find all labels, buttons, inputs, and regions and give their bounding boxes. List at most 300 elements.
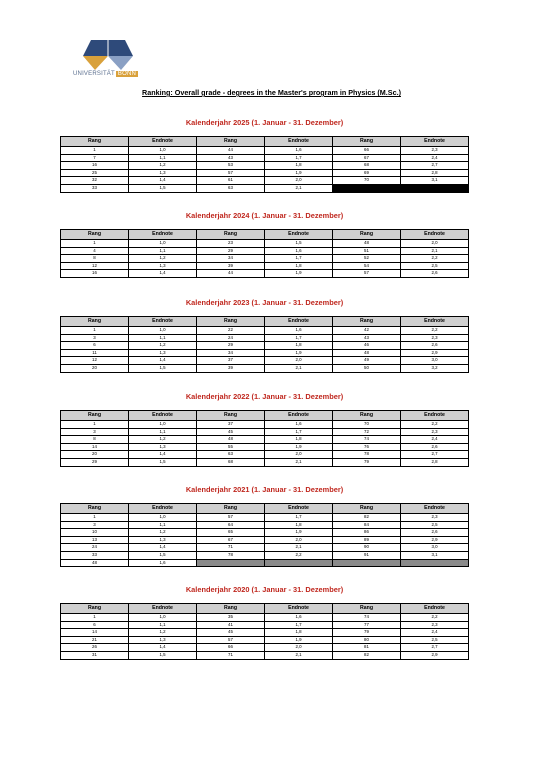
column-header: Endnote (129, 411, 197, 421)
table-cell: 2,0 (265, 177, 333, 185)
column-header: Endnote (129, 317, 197, 327)
table-cell: 82 (333, 651, 401, 659)
table-header-row (61, 137, 469, 147)
table-cell: 79 (333, 458, 401, 466)
table-cell: 89 (333, 536, 401, 544)
table-cell: 78 (333, 451, 401, 459)
year-title: Kalenderjahr 2024 (1. Januar - 31. Dezember) (185, 211, 344, 220)
table-cell: 2,4 (401, 436, 469, 444)
table-row (61, 262, 469, 270)
table-cell (401, 184, 469, 192)
table-cell: 1,6 (129, 559, 197, 567)
column-header: Endnote (401, 317, 469, 327)
table-cell: 1,1 (129, 334, 197, 342)
table-cell: 50 (333, 364, 401, 372)
table-cell: 24 (197, 334, 265, 342)
table-cell: 91 (333, 551, 401, 559)
table-cell: 3,2 (401, 364, 469, 372)
table-cell: 3,0 (401, 544, 469, 552)
table-cell: 1,6 (265, 327, 333, 335)
table-cell: 3,1 (401, 551, 469, 559)
table-header-row (61, 504, 469, 514)
table-cell: 12 (61, 357, 129, 365)
column-header: Endnote (129, 137, 197, 147)
table-row (61, 651, 469, 659)
table-cell: 8 (61, 436, 129, 444)
table-cell: 81 (333, 644, 401, 652)
table-cell: 1,5 (129, 551, 197, 559)
column-header: Endnote (401, 411, 469, 421)
table-cell: 2,5 (401, 521, 469, 529)
table-cell: 1,8 (265, 629, 333, 637)
table-cell: 1 (61, 614, 129, 622)
table-cell: 1,5 (129, 184, 197, 192)
column-header: Rang (61, 411, 129, 421)
table-cell: 74 (333, 614, 401, 622)
table-row (61, 428, 469, 436)
table-cell: 1,3 (129, 349, 197, 357)
table-cell: 67 (333, 154, 401, 162)
table-cell: 1,9 (265, 443, 333, 451)
table-cell: 1,3 (129, 262, 197, 270)
table-row (61, 162, 469, 170)
table-cell: 39 (197, 262, 265, 270)
table-cell: 78 (197, 551, 265, 559)
table-cell: 69 (333, 169, 401, 177)
table-cell: 48 (61, 559, 129, 567)
table-cell: 1,5 (265, 240, 333, 248)
table-cell: 53 (197, 162, 265, 170)
table-cell: 4 (61, 247, 129, 255)
table-cell: 35 (197, 614, 265, 622)
table-cell: 2,5 (401, 636, 469, 644)
table-cell: 2,2 (401, 421, 469, 429)
table-cell: 32 (61, 177, 129, 185)
ranking-table (60, 229, 469, 278)
table-cell: 48 (197, 436, 265, 444)
column-header: Endnote (129, 230, 197, 240)
column-header: Rang (61, 604, 129, 614)
table-cell: 1,9 (265, 349, 333, 357)
table-cell: 2,7 (401, 644, 469, 652)
table-cell: 1,2 (129, 162, 197, 170)
table-cell: 49 (333, 357, 401, 365)
table-cell: 1,4 (129, 544, 197, 552)
table-cell: 70 (333, 177, 401, 185)
table-cell: 14 (61, 443, 129, 451)
ranking-table (60, 503, 469, 567)
table-row (61, 629, 469, 637)
table-row (61, 521, 469, 529)
table-cell: 11 (61, 349, 129, 357)
table-row (61, 529, 469, 537)
table-cell: 1,2 (129, 436, 197, 444)
table-cell: 80 (333, 636, 401, 644)
table-cell: 2,0 (401, 240, 469, 248)
column-header: Rang (197, 137, 265, 147)
column-header: Endnote (401, 504, 469, 514)
table-cell: 79 (333, 629, 401, 637)
table-cell: 20 (61, 364, 129, 372)
table-cell: 76 (333, 443, 401, 451)
column-header: Rang (197, 411, 265, 421)
table-cell: 1,8 (265, 262, 333, 270)
table-cell: 2,7 (401, 451, 469, 459)
table-cell: 1,8 (265, 521, 333, 529)
table-cell: 10 (61, 529, 129, 537)
table-cell: 1,2 (129, 342, 197, 350)
table-cell: 1,9 (265, 636, 333, 644)
table-row (61, 614, 469, 622)
column-header: Rang (333, 137, 401, 147)
table-cell: 24 (61, 544, 129, 552)
year-title: Kalenderjahr 2021 (1. Januar - 31. Dezember) (185, 485, 344, 494)
table-row (61, 327, 469, 335)
university-logo-mark (73, 40, 143, 72)
table-cell: 2,1 (265, 458, 333, 466)
table-cell: 66 (197, 644, 265, 652)
table-cell: 2,1 (265, 544, 333, 552)
table-cell: 1,9 (265, 169, 333, 177)
table-cell: 23 (197, 240, 265, 248)
table-cell: 54 (333, 262, 401, 270)
table-cell: 20 (61, 451, 129, 459)
table-cell: 3,1 (401, 177, 469, 185)
ranking-section (60, 585, 469, 660)
table-cell: 2,0 (265, 644, 333, 652)
table-cell: 1,4 (129, 451, 197, 459)
table-row (61, 177, 469, 185)
column-header: Rang (197, 504, 265, 514)
university-logo (73, 40, 143, 80)
table-cell: 57 (197, 169, 265, 177)
table-cell: 2,1 (265, 364, 333, 372)
table-cell (401, 559, 469, 567)
table-cell: 68 (333, 162, 401, 170)
table-cell (333, 184, 401, 192)
table-header-row (61, 604, 469, 614)
table-cell: 84 (333, 521, 401, 529)
table-row (61, 621, 469, 629)
table-cell: 70 (333, 421, 401, 429)
table-cell: 41 (197, 621, 265, 629)
table-cell: 77 (333, 621, 401, 629)
ranking-section (60, 298, 469, 373)
table-cell: 1,0 (129, 240, 197, 248)
table-cell: 1,9 (265, 529, 333, 537)
table-cell: 8 (61, 255, 129, 263)
table-cell: 2,2 (401, 255, 469, 263)
table-cell: 16 (61, 270, 129, 278)
table-cell: 86 (333, 529, 401, 537)
table-cell: 1,7 (265, 154, 333, 162)
table-row (61, 536, 469, 544)
table-cell: 6 (61, 621, 129, 629)
table-cell: 1,7 (265, 428, 333, 436)
column-header: Rang (333, 411, 401, 421)
column-header: Endnote (401, 604, 469, 614)
ranking-section (60, 118, 469, 193)
table-cell: 2,9 (401, 536, 469, 544)
table-row (61, 147, 469, 155)
table-cell: 7 (61, 154, 129, 162)
table-cell: 48 (333, 240, 401, 248)
table-cell: 42 (333, 327, 401, 335)
column-header: Endnote (401, 230, 469, 240)
table-cell: 63 (197, 451, 265, 459)
table-cell: 31 (61, 651, 129, 659)
column-header: Rang (333, 230, 401, 240)
table-cell: 57 (197, 514, 265, 522)
table-cell: 3 (61, 334, 129, 342)
column-header: Rang (333, 604, 401, 614)
table-row (61, 270, 469, 278)
table-cell: 1,2 (129, 529, 197, 537)
table-cell: 1,9 (265, 270, 333, 278)
column-header: Rang (61, 137, 129, 147)
table-cell: 44 (197, 270, 265, 278)
table-cell: 1,1 (129, 247, 197, 255)
table-cell: 2,8 (401, 169, 469, 177)
table-cell: 52 (333, 255, 401, 263)
table-cell: 6 (61, 342, 129, 350)
table-cell: 71 (197, 544, 265, 552)
table-row (61, 544, 469, 552)
column-header: Rang (333, 504, 401, 514)
table-cell: 45 (197, 629, 265, 637)
year-title: Kalenderjahr 2025 (1. Januar - 31. Dezember) (185, 118, 344, 127)
table-cell: 2,8 (401, 458, 469, 466)
table-cell: 1,6 (265, 147, 333, 155)
table-cell (197, 559, 265, 567)
table-cell: 3 (61, 428, 129, 436)
table-cell: 1,5 (129, 651, 197, 659)
table-cell: 1,4 (129, 357, 197, 365)
table-row (61, 644, 469, 652)
column-header: Endnote (129, 504, 197, 514)
table-cell: 1,4 (129, 177, 197, 185)
table-cell: 1,1 (129, 521, 197, 529)
column-header: Rang (61, 317, 129, 327)
table-cell: 43 (197, 154, 265, 162)
table-cell: 1,3 (129, 169, 197, 177)
table-cell: 1,6 (265, 614, 333, 622)
table-cell (333, 559, 401, 567)
table-cell: 90 (333, 544, 401, 552)
table-cell: 34 (197, 255, 265, 263)
table-cell: 1 (61, 240, 129, 248)
column-header: Rang (197, 317, 265, 327)
table-row (61, 342, 469, 350)
table-cell: 12 (61, 262, 129, 270)
table-cell: 2,1 (265, 651, 333, 659)
table-cell: 2,5 (401, 262, 469, 270)
table-header-row (61, 317, 469, 327)
column-header: Rang (61, 230, 129, 240)
table-row (61, 334, 469, 342)
table-cell: 29 (61, 458, 129, 466)
table-row (61, 240, 469, 248)
table-cell: 3,0 (401, 357, 469, 365)
table-cell: 2,4 (401, 629, 469, 637)
ranking-table (60, 316, 469, 373)
table-cell: 2,6 (401, 443, 469, 451)
table-row (61, 255, 469, 263)
table-cell: 2,2 (265, 551, 333, 559)
year-title: Kalenderjahr 2022 (1. Januar - 31. Dezember) (185, 392, 344, 401)
table-cell: 33 (61, 184, 129, 192)
table-row (61, 357, 469, 365)
table-row (61, 436, 469, 444)
table-cell: 61 (197, 177, 265, 185)
table-cell: 51 (333, 247, 401, 255)
table-cell: 1,1 (129, 154, 197, 162)
table-cell: 37 (197, 421, 265, 429)
table-cell: 74 (333, 436, 401, 444)
table-cell: 43 (333, 334, 401, 342)
page-title: Ranking: Overall grade - degrees in the Master's program in Physics (M.Sc.) (142, 88, 401, 97)
table-cell: 26 (61, 644, 129, 652)
table-cell: 1,6 (265, 247, 333, 255)
table-cell: 2,9 (401, 651, 469, 659)
table-cell: 1,1 (129, 428, 197, 436)
table-header-row (61, 230, 469, 240)
column-header: Rang (197, 230, 265, 240)
table-cell: 1,5 (129, 458, 197, 466)
table-cell: 1,7 (265, 621, 333, 629)
table-cell: 14 (61, 629, 129, 637)
table-cell: 1,4 (129, 270, 197, 278)
table-cell: 1 (61, 421, 129, 429)
year-title: Kalenderjahr 2023 (1. Januar - 31. Dezember) (185, 298, 344, 307)
table-cell: 13 (61, 536, 129, 544)
table-cell: 1,0 (129, 327, 197, 335)
column-header: Endnote (265, 604, 333, 614)
table-cell: 2,3 (401, 428, 469, 436)
table-cell: 1,0 (129, 147, 197, 155)
table-cell: 2,6 (401, 270, 469, 278)
table-cell: 2,3 (401, 147, 469, 155)
university-logo-text: UNIVERSITÄT BONN (73, 71, 137, 77)
table-cell: 2,0 (265, 536, 333, 544)
table-cell: 16 (61, 162, 129, 170)
table-cell: 57 (333, 270, 401, 278)
table-cell: 25 (61, 169, 129, 177)
table-cell: 37 (197, 357, 265, 365)
table-cell: 67 (197, 536, 265, 544)
table-cell: 1,4 (129, 644, 197, 652)
table-cell: 2,6 (401, 529, 469, 537)
ranking-table (60, 603, 469, 660)
table-cell: 1,0 (129, 421, 197, 429)
table-cell: 2,3 (401, 514, 469, 522)
table-row (61, 421, 469, 429)
table-cell (265, 559, 333, 567)
table-cell: 2,3 (401, 334, 469, 342)
table-cell: 65 (197, 529, 265, 537)
table-cell: 1,7 (265, 255, 333, 263)
table-cell: 2,6 (401, 342, 469, 350)
table-cell: 1,7 (265, 334, 333, 342)
table-cell: 2,1 (265, 184, 333, 192)
table-cell: 1 (61, 514, 129, 522)
column-header: Endnote (265, 504, 333, 514)
table-cell: 21 (61, 636, 129, 644)
table-row (61, 551, 469, 559)
column-header: Endnote (401, 137, 469, 147)
table-row (61, 559, 469, 567)
table-header-row (61, 411, 469, 421)
table-cell: 44 (197, 147, 265, 155)
year-title: Kalenderjahr 2020 (1. Januar - 31. Dezember) (185, 585, 344, 594)
table-cell: 22 (197, 327, 265, 335)
table-cell: 1,8 (265, 162, 333, 170)
ranking-section (60, 392, 469, 467)
table-cell: 82 (333, 514, 401, 522)
ranking-table (60, 136, 469, 193)
table-cell: 33 (61, 551, 129, 559)
table-cell: 1,8 (265, 436, 333, 444)
table-cell: 1,2 (129, 629, 197, 637)
column-header: Endnote (265, 317, 333, 327)
table-cell: 45 (197, 428, 265, 436)
column-header: Rang (197, 604, 265, 614)
table-cell: 2,9 (401, 349, 469, 357)
table-cell: 1 (61, 327, 129, 335)
table-cell: 63 (197, 184, 265, 192)
table-cell: 1,6 (265, 421, 333, 429)
table-cell: 1,3 (129, 536, 197, 544)
table-cell: 66 (333, 147, 401, 155)
table-row (61, 514, 469, 522)
table-row (61, 458, 469, 466)
table-cell: 29 (197, 247, 265, 255)
table-cell: 2,0 (265, 451, 333, 459)
table-row (61, 154, 469, 162)
table-cell: 2,4 (401, 154, 469, 162)
ranking-section (60, 211, 469, 278)
table-cell: 1,2 (129, 255, 197, 263)
table-row (61, 636, 469, 644)
table-cell: 2,0 (265, 357, 333, 365)
column-header: Endnote (265, 411, 333, 421)
table-cell: 2,7 (401, 162, 469, 170)
table-cell: 71 (197, 651, 265, 659)
table-cell: 2,3 (401, 621, 469, 629)
table-cell: 1,3 (129, 443, 197, 451)
table-cell: 64 (197, 521, 265, 529)
table-cell: 2,2 (401, 327, 469, 335)
table-row (61, 451, 469, 459)
column-header: Rang (61, 504, 129, 514)
ranking-table (60, 410, 469, 467)
table-cell: 1,1 (129, 621, 197, 629)
column-header: Endnote (265, 230, 333, 240)
table-cell: 1,5 (129, 364, 197, 372)
table-cell: 2,1 (401, 247, 469, 255)
table-cell: 1,0 (129, 614, 197, 622)
column-header: Endnote (265, 137, 333, 147)
table-cell: 39 (197, 364, 265, 372)
table-row (61, 443, 469, 451)
table-cell: 46 (333, 342, 401, 350)
table-cell: 1,3 (129, 636, 197, 644)
table-row (61, 349, 469, 357)
table-row (61, 169, 469, 177)
table-cell: 68 (197, 458, 265, 466)
table-row (61, 247, 469, 255)
ranking-section (60, 485, 469, 567)
